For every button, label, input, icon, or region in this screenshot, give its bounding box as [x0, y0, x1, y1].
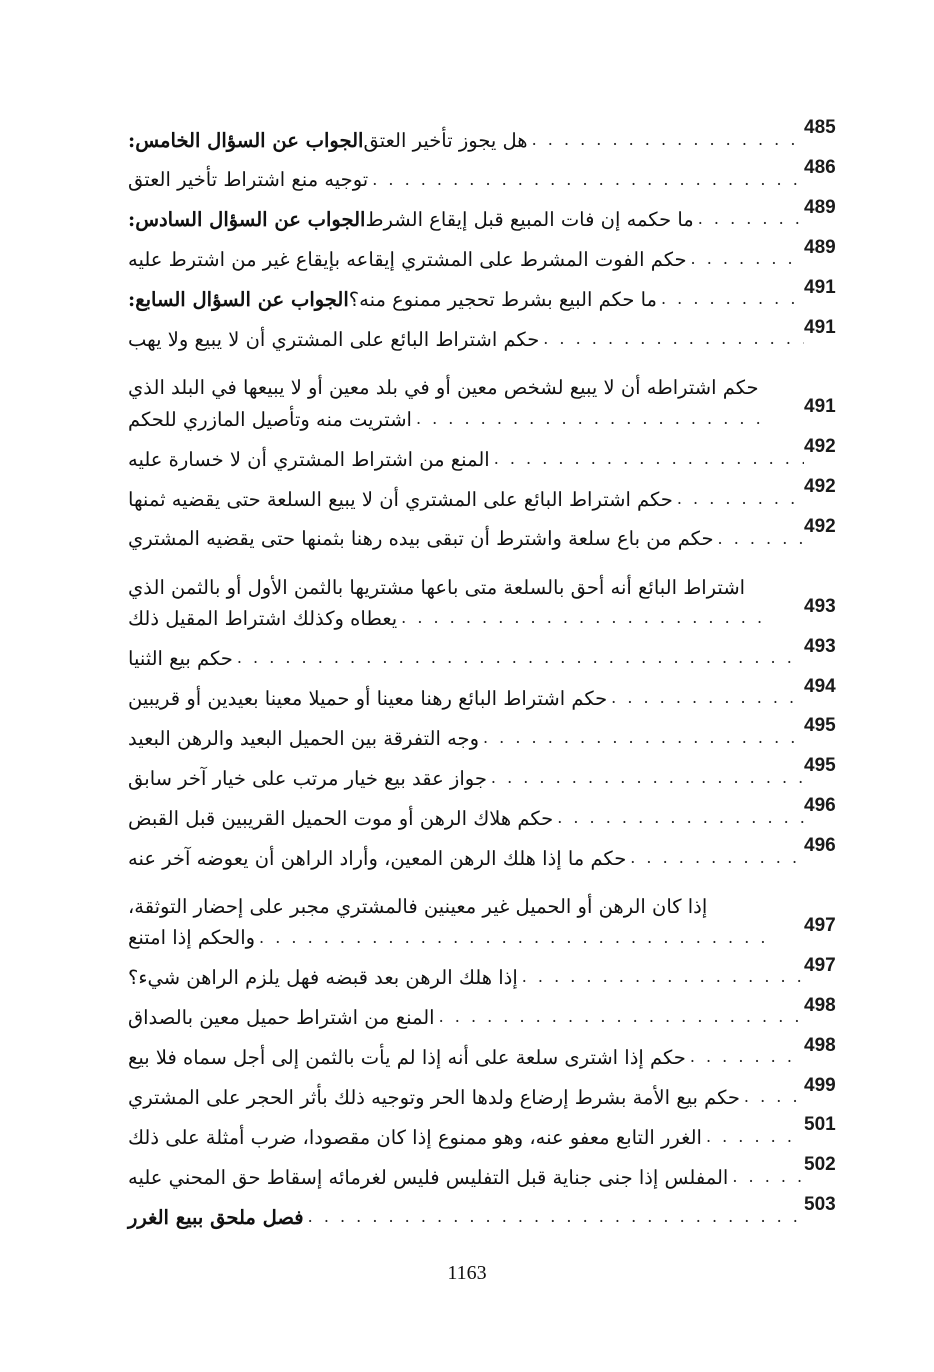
toc-entry-title — [128, 248, 804, 273]
toc-entry-title — [128, 168, 804, 193]
toc-page-number: 498 — [804, 994, 836, 1016]
toc-page-number: 491 — [804, 396, 836, 418]
toc-entry — [128, 274, 856, 314]
dot-leader — [626, 848, 804, 870]
dot-leader — [397, 608, 768, 630]
toc-page-number: 491 — [804, 276, 836, 298]
toc-entry — [128, 154, 856, 194]
page-number: 1163 — [447, 1262, 487, 1284]
toc-entry-title — [128, 1006, 804, 1031]
toc-entry-text: حكم الفوت المشرط على المشتري إيقاعه بإيقاع غير من اشترط عليه — [128, 248, 687, 272]
toc-entry-text: حكم من باع سلعة واشترط أن تبقى بيده رهنا بثمنها حتى يقضيه المشتري — [128, 527, 714, 551]
dot-leader — [435, 1007, 804, 1029]
toc-entry — [128, 872, 856, 952]
toc-entry-title — [128, 129, 804, 154]
dot-leader — [233, 648, 804, 670]
toc-page-number: 492 — [804, 516, 836, 538]
toc-entry-text: وجه التفرقة بين الحميل البعيد والرهن البعيد — [128, 726, 479, 750]
toc-entry-title — [128, 448, 804, 473]
toc-entry-text: إذا كان الرهن أو الحميل غير معينين فالمشتري مجبر على إحضار التوثقة، — [128, 894, 708, 918]
toc-entry-title — [128, 1086, 804, 1111]
toc-entry-title — [128, 966, 804, 991]
toc-entry-text: الغرر التابع معفو عنه، وهو ممنوع إذا كان مقصودا، ضرب أمثلة على ذلك — [128, 1125, 702, 1149]
toc-page-number: 493 — [804, 635, 836, 657]
dot-leader — [607, 688, 804, 710]
toc-entry-text: حكم اشتراط البائع على المشتري أن لا يبيع ولا يهب — [128, 327, 540, 351]
toc-entry-title — [128, 847, 804, 872]
toc-entry — [128, 673, 856, 713]
dot-leader — [694, 209, 804, 231]
toc-entry-text: اشتراط البائع أنه أحق بالسلعة متى باعها مشتريها بالثمن الأول أو بالثمن الذي — [128, 575, 746, 599]
dot-leader — [657, 289, 804, 311]
toc-entry-title — [128, 567, 804, 632]
toc-entry — [128, 712, 856, 752]
toc-entry-title — [128, 208, 804, 233]
toc-entry — [128, 353, 856, 433]
toc-entry-title — [128, 368, 804, 433]
toc-page-number: 485 — [804, 117, 836, 139]
dot-leader — [255, 928, 768, 950]
toc-entry-title — [128, 1206, 804, 1231]
dot-leader — [518, 967, 804, 989]
toc-page-number: 502 — [804, 1154, 836, 1176]
dot-leader — [553, 808, 804, 830]
toc-entry-title — [128, 767, 804, 792]
toc-entry — [128, 473, 856, 513]
toc-page-number: 489 — [804, 196, 836, 218]
dot-leader — [528, 130, 804, 152]
toc-page-number: 499 — [804, 1074, 836, 1096]
toc-entry-text: إذا هلك الرهن بعد قبضه فهل يلزم الراهن شيء؟ — [128, 966, 518, 990]
toc-page-number: 492 — [804, 476, 836, 498]
toc-entry — [128, 633, 856, 673]
toc-entry-text: حكم اشتراط البائع على المشتري أن لا يبيع السلعة حتى يقضيه ثمنها — [128, 487, 673, 511]
toc-entry — [128, 952, 856, 992]
toc-entry — [128, 513, 856, 553]
toc-section-heading: الجواب عن السؤال السادس: — [128, 208, 366, 232]
toc-entry-title — [128, 488, 804, 513]
toc-page-number: 495 — [804, 755, 836, 777]
toc-page-number: 495 — [804, 715, 836, 737]
toc-entry — [128, 1071, 856, 1111]
toc-page-number: 497 — [804, 954, 836, 976]
toc-entry-text: حكم اشتراطه أن لا يبيع لشخص معين أو في بلد معين أو لا يبيعها في البلد الذي — [128, 376, 759, 400]
toc-entry — [128, 194, 856, 234]
toc-entry-title — [128, 1126, 804, 1151]
dot-leader — [479, 728, 804, 750]
toc-page-number: 498 — [804, 1034, 836, 1056]
toc-section-heading: فصل ملحق ببيع الغرر — [128, 1205, 304, 1229]
toc-page-number: 503 — [804, 1194, 836, 1216]
toc-entry-text: المفلس إذا جنى جناية قبل التفليس فليس لغرمائه إسقاط حق المحني عليه — [128, 1165, 729, 1189]
toc-section-heading: الجواب عن السؤال الخامس: — [128, 128, 364, 152]
toc-entry — [128, 313, 856, 353]
toc-page-number: 496 — [804, 835, 836, 857]
toc-page-number: 491 — [804, 316, 836, 338]
toc-entry-text: حكم إذا اشترى سلعة على أنه إذا لم يأت بالثمن إلى أجل سماه فلا بيع — [128, 1046, 686, 1070]
toc-entry-text: ما حكم البيع بشرط تحجير ممنوع منه؟ — [348, 288, 657, 312]
toc-page-number: 492 — [804, 436, 836, 458]
toc-entry-title — [128, 807, 804, 832]
dot-leader — [687, 249, 804, 271]
toc-entry — [128, 792, 856, 832]
toc-entry-text-continued: والحكم إذا امتنع — [128, 926, 256, 950]
dot-leader — [487, 768, 804, 790]
toc-entry — [128, 433, 856, 473]
dot-leader — [714, 529, 804, 551]
toc-entry-title — [128, 687, 804, 712]
toc-entry-title — [128, 886, 804, 951]
toc-entry-text-continued: اشتريت منه وتأصيل المازري للحكم — [128, 407, 412, 431]
toc-page-number: 501 — [804, 1114, 836, 1136]
dot-leader — [686, 1047, 804, 1069]
toc-entry-title — [128, 727, 804, 752]
toc-entry — [128, 1111, 856, 1151]
toc-page-number: 494 — [804, 675, 836, 697]
dot-leader — [304, 1207, 804, 1229]
toc-page-number: 497 — [804, 914, 836, 936]
toc-entry-text: جواز عقد بيع خيار مرتب على خيار آخر سابق — [128, 766, 487, 790]
toc-section-heading: الجواب عن السؤال السابع: — [128, 288, 349, 312]
toc-entry-text-continued: يعطاه وكذلك اشتراط المقيل ذلك — [128, 607, 398, 631]
toc-entry-title — [128, 1166, 804, 1191]
toc-entry-title — [128, 328, 804, 353]
toc-page-number: 489 — [804, 236, 836, 258]
dot-leader — [702, 1127, 804, 1149]
toc-page-number: 493 — [804, 595, 836, 617]
toc-entry-text: حكم بيع الأمة بشرط إرضاع ولدها الحر وتوجيه ذلك بأثر الحجر على المشتري — [128, 1085, 740, 1109]
table-of-contents — [128, 114, 856, 1231]
dot-leader — [368, 170, 804, 192]
toc-entry — [128, 752, 856, 792]
toc-entry-title — [128, 527, 804, 552]
dot-leader — [539, 329, 804, 351]
toc-entry-text: ما حكمه إن فات المبيع قبل إيقاع الشرط — [365, 208, 694, 232]
dot-leader — [740, 1087, 804, 1109]
toc-entry-title — [128, 288, 804, 313]
toc-entry-title — [128, 1046, 804, 1071]
toc-entry — [128, 832, 856, 872]
toc-entry-text: توجيه منع اشتراط تأخير العتق — [128, 168, 369, 192]
toc-page-number: 496 — [804, 795, 836, 817]
toc-entry — [128, 114, 856, 154]
toc-entry-title — [128, 647, 804, 672]
toc-entry — [128, 553, 856, 633]
toc-entry-text: حكم هلاك الرهن أو موت الحميل القريبين قبل القبض — [128, 806, 554, 830]
dot-leader — [728, 1167, 804, 1189]
toc-entry-text: حكم اشتراط البائع رهنا معينا أو حميلا معينا بعيدين أو قريبين — [128, 687, 608, 710]
dot-leader — [490, 449, 804, 471]
toc-entry-text: المنع من اشتراط المشتري أن لا خسارة عليه — [128, 447, 490, 471]
toc-entry-text: هل يجوز تأخير العتق — [363, 128, 528, 152]
toc-entry — [128, 1191, 856, 1231]
toc-page-number: 486 — [804, 156, 836, 178]
toc-entry-text: المنع من اشتراط حميل معين بالصداق — [128, 1006, 435, 1030]
toc-entry — [128, 992, 856, 1032]
dot-leader — [673, 489, 804, 511]
toc-entry-text: حكم ما إذا هلك الرهن المعين، وأراد الراهن أن يعوضه آخر عنه — [128, 846, 627, 870]
toc-entry — [128, 1151, 856, 1191]
toc-entry — [128, 1032, 856, 1072]
toc-entry — [128, 234, 856, 274]
toc-entry-text: حكم بيع الثنيا — [128, 647, 233, 671]
dot-leader — [412, 409, 768, 431]
